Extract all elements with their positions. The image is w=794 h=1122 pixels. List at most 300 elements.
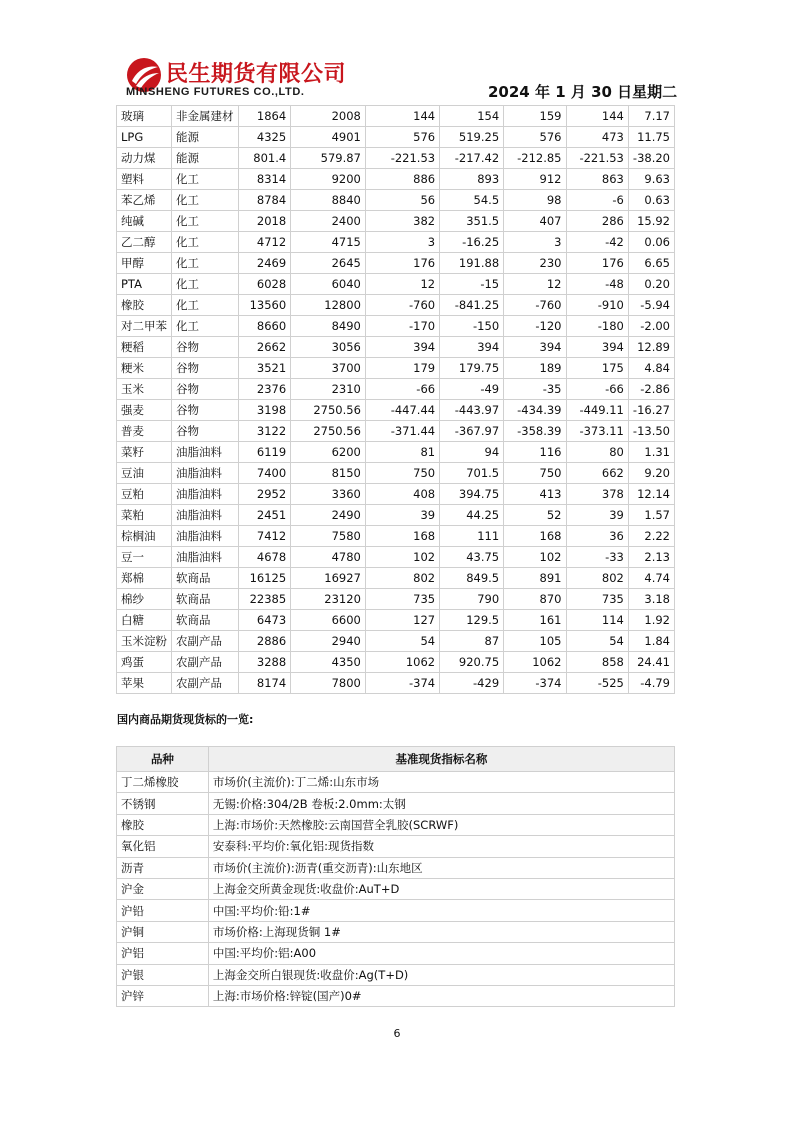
value-cell: 87 bbox=[440, 631, 504, 652]
value-cell: 102 bbox=[365, 547, 439, 568]
value-cell: 189 bbox=[504, 358, 566, 379]
table-row bbox=[117, 673, 675, 694]
value-cell: 0.20 bbox=[628, 274, 674, 295]
category-cell: 化工 bbox=[172, 190, 239, 211]
table-row bbox=[117, 589, 675, 610]
value-cell: 8660 bbox=[238, 316, 291, 337]
value-cell: 2750.56 bbox=[291, 421, 366, 442]
value-cell: 701.5 bbox=[440, 463, 504, 484]
index-name-cell: 中国:平均价:铝:A00 bbox=[208, 943, 674, 964]
category-cell: 化工 bbox=[172, 253, 239, 274]
value-cell: 2469 bbox=[238, 253, 291, 274]
variety-cell: 沪铜 bbox=[117, 921, 209, 942]
value-cell: 56 bbox=[365, 190, 439, 211]
commodity-cell: 豆一 bbox=[117, 547, 172, 568]
commodity-cell: 纯碱 bbox=[117, 211, 172, 232]
value-cell: 790 bbox=[440, 589, 504, 610]
value-cell: 3521 bbox=[238, 358, 291, 379]
table-row bbox=[117, 211, 675, 232]
table-row bbox=[117, 568, 675, 589]
value-cell: 893 bbox=[440, 169, 504, 190]
value-cell: 2952 bbox=[238, 484, 291, 505]
commodity-cell: 菜籽 bbox=[117, 442, 172, 463]
value-cell: 3056 bbox=[291, 337, 366, 358]
value-cell: -35 bbox=[504, 379, 566, 400]
category-cell: 油脂油料 bbox=[172, 505, 239, 526]
value-cell: 4712 bbox=[238, 232, 291, 253]
value-cell: 394 bbox=[504, 337, 566, 358]
header-index-name: 基准现货指标名称 bbox=[208, 747, 674, 772]
value-cell: 3288 bbox=[238, 652, 291, 673]
value-cell: 102 bbox=[504, 547, 566, 568]
index-name-cell: 上海金交所白银现货:收盘价:Ag(T+D) bbox=[208, 964, 674, 985]
company-logo bbox=[126, 57, 366, 99]
category-cell: 油脂油料 bbox=[172, 484, 239, 505]
value-cell: -221.53 bbox=[566, 148, 628, 169]
value-cell: 11.75 bbox=[628, 127, 674, 148]
value-cell: 6119 bbox=[238, 442, 291, 463]
value-cell: 9.20 bbox=[628, 463, 674, 484]
value-cell: 116 bbox=[504, 442, 566, 463]
value-cell: 750 bbox=[365, 463, 439, 484]
value-cell: 7800 bbox=[291, 673, 366, 694]
category-cell: 化工 bbox=[172, 169, 239, 190]
value-cell: 12 bbox=[365, 274, 439, 295]
table-row bbox=[117, 814, 675, 835]
value-cell: -429 bbox=[440, 673, 504, 694]
index-name-cell: 市场价(主流价):丁二烯:山东市场 bbox=[208, 772, 674, 793]
value-cell: 127 bbox=[365, 610, 439, 631]
table-row bbox=[117, 526, 675, 547]
category-cell: 谷物 bbox=[172, 379, 239, 400]
value-cell: -358.39 bbox=[504, 421, 566, 442]
value-cell: -371.44 bbox=[365, 421, 439, 442]
value-cell: -367.97 bbox=[440, 421, 504, 442]
value-cell: -374 bbox=[365, 673, 439, 694]
value-cell: 1.84 bbox=[628, 631, 674, 652]
table-row bbox=[117, 610, 675, 631]
table-row bbox=[117, 878, 675, 899]
value-cell: 54.5 bbox=[440, 190, 504, 211]
table-header-row bbox=[117, 747, 675, 772]
value-cell: -525 bbox=[566, 673, 628, 694]
table-row bbox=[117, 127, 675, 148]
commodity-cell: 乙二醇 bbox=[117, 232, 172, 253]
table-row bbox=[117, 943, 675, 964]
value-cell: 168 bbox=[504, 526, 566, 547]
value-cell: -2.00 bbox=[628, 316, 674, 337]
value-cell: 144 bbox=[365, 106, 439, 127]
value-cell: -120 bbox=[504, 316, 566, 337]
value-cell: 114 bbox=[566, 610, 628, 631]
table-row bbox=[117, 274, 675, 295]
value-cell: 891 bbox=[504, 568, 566, 589]
value-cell: 802 bbox=[566, 568, 628, 589]
value-cell: 407 bbox=[504, 211, 566, 232]
value-cell: 4901 bbox=[291, 127, 366, 148]
value-cell: 179.75 bbox=[440, 358, 504, 379]
value-cell: 735 bbox=[365, 589, 439, 610]
value-cell: 378 bbox=[566, 484, 628, 505]
value-cell: 4780 bbox=[291, 547, 366, 568]
commodity-cell: 棉纱 bbox=[117, 589, 172, 610]
value-cell: 159 bbox=[504, 106, 566, 127]
table-row bbox=[117, 772, 675, 793]
value-cell: 175 bbox=[566, 358, 628, 379]
value-cell: 2310 bbox=[291, 379, 366, 400]
value-cell: 176 bbox=[566, 253, 628, 274]
value-cell: 12.14 bbox=[628, 484, 674, 505]
table-row bbox=[117, 295, 675, 316]
value-cell: -16.27 bbox=[628, 400, 674, 421]
value-cell: 22385 bbox=[238, 589, 291, 610]
category-cell: 农副产品 bbox=[172, 631, 239, 652]
value-cell: 3198 bbox=[238, 400, 291, 421]
value-cell: -221.53 bbox=[365, 148, 439, 169]
table-row bbox=[117, 358, 675, 379]
value-cell: 863 bbox=[566, 169, 628, 190]
value-cell: 3 bbox=[365, 232, 439, 253]
commodity-cell: 强麦 bbox=[117, 400, 172, 421]
value-cell: 519.25 bbox=[440, 127, 504, 148]
value-cell: 3 bbox=[504, 232, 566, 253]
value-cell: 0.63 bbox=[628, 190, 674, 211]
commodity-cell: 苯乙烯 bbox=[117, 190, 172, 211]
value-cell: 473 bbox=[566, 127, 628, 148]
table-row bbox=[117, 484, 675, 505]
table-row bbox=[117, 400, 675, 421]
category-cell: 谷物 bbox=[172, 358, 239, 379]
value-cell: 413 bbox=[504, 484, 566, 505]
value-cell: 3700 bbox=[291, 358, 366, 379]
value-cell: 4715 bbox=[291, 232, 366, 253]
value-cell: 6.65 bbox=[628, 253, 674, 274]
index-name-cell: 上海:市场价格:锌锭(国产)0# bbox=[208, 985, 674, 1006]
category-cell: 化工 bbox=[172, 211, 239, 232]
value-cell: 886 bbox=[365, 169, 439, 190]
value-cell: 2490 bbox=[291, 505, 366, 526]
commodity-cell: 郑棉 bbox=[117, 568, 172, 589]
commodity-cell: 动力煤 bbox=[117, 148, 172, 169]
table-row bbox=[117, 900, 675, 921]
table-row bbox=[117, 505, 675, 526]
category-cell: 化工 bbox=[172, 274, 239, 295]
value-cell: 8784 bbox=[238, 190, 291, 211]
value-cell: 2662 bbox=[238, 337, 291, 358]
value-cell: -49 bbox=[440, 379, 504, 400]
value-cell: 8840 bbox=[291, 190, 366, 211]
value-cell: -5.94 bbox=[628, 295, 674, 316]
table-row bbox=[117, 985, 675, 1006]
value-cell: -66 bbox=[365, 379, 439, 400]
value-cell: 1.92 bbox=[628, 610, 674, 631]
value-cell: 6040 bbox=[291, 274, 366, 295]
value-cell: 54 bbox=[566, 631, 628, 652]
value-cell: 105 bbox=[504, 631, 566, 652]
futures-price-table bbox=[116, 105, 675, 694]
report-date: 2024 年 1 月 30 日星期二 bbox=[488, 83, 678, 101]
value-cell: -48 bbox=[566, 274, 628, 295]
value-cell: 3122 bbox=[238, 421, 291, 442]
table-row bbox=[117, 652, 675, 673]
value-cell: 15.92 bbox=[628, 211, 674, 232]
table-row bbox=[117, 148, 675, 169]
value-cell: -16.25 bbox=[440, 232, 504, 253]
value-cell: 735 bbox=[566, 589, 628, 610]
value-cell: 6600 bbox=[291, 610, 366, 631]
value-cell: 4678 bbox=[238, 547, 291, 568]
commodity-cell: 鸡蛋 bbox=[117, 652, 172, 673]
table-row bbox=[117, 337, 675, 358]
value-cell: 4325 bbox=[238, 127, 291, 148]
value-cell: 16927 bbox=[291, 568, 366, 589]
commodity-cell: 普麦 bbox=[117, 421, 172, 442]
table-row bbox=[117, 253, 675, 274]
value-cell: 858 bbox=[566, 652, 628, 673]
value-cell: 6028 bbox=[238, 274, 291, 295]
table-row bbox=[117, 793, 675, 814]
category-cell: 非金属建材 bbox=[172, 106, 239, 127]
value-cell: 44.25 bbox=[440, 505, 504, 526]
value-cell: 7412 bbox=[238, 526, 291, 547]
value-cell: -443.97 bbox=[440, 400, 504, 421]
value-cell: 1062 bbox=[365, 652, 439, 673]
value-cell: 144 bbox=[566, 106, 628, 127]
commodity-cell: 棕榈油 bbox=[117, 526, 172, 547]
commodity-cell: 苹果 bbox=[117, 673, 172, 694]
value-cell: 801.4 bbox=[238, 148, 291, 169]
category-cell: 化工 bbox=[172, 232, 239, 253]
commodity-cell: 玉米淀粉 bbox=[117, 631, 172, 652]
company-name-en: MINSHENG FUTURES CO.,LTD. bbox=[126, 86, 305, 98]
spot-index-table bbox=[116, 746, 675, 1007]
value-cell: 2886 bbox=[238, 631, 291, 652]
table-row bbox=[117, 232, 675, 253]
value-cell: 179 bbox=[365, 358, 439, 379]
value-cell: 802 bbox=[365, 568, 439, 589]
value-cell: 13560 bbox=[238, 295, 291, 316]
value-cell: 3.18 bbox=[628, 589, 674, 610]
commodity-cell: 粳米 bbox=[117, 358, 172, 379]
value-cell: 1.57 bbox=[628, 505, 674, 526]
value-cell: 8314 bbox=[238, 169, 291, 190]
category-cell: 化工 bbox=[172, 316, 239, 337]
index-name-cell: 上海:市场价:天然橡胶:云南国营全乳胶(SCRWF) bbox=[208, 814, 674, 835]
value-cell: -910 bbox=[566, 295, 628, 316]
value-cell: -170 bbox=[365, 316, 439, 337]
variety-cell: 沪锌 bbox=[117, 985, 209, 1006]
table-row bbox=[117, 463, 675, 484]
table-row bbox=[117, 964, 675, 985]
category-cell: 油脂油料 bbox=[172, 526, 239, 547]
table-row bbox=[117, 190, 675, 211]
value-cell: -4.79 bbox=[628, 673, 674, 694]
value-cell: -373.11 bbox=[566, 421, 628, 442]
table-row bbox=[117, 921, 675, 942]
value-cell: 912 bbox=[504, 169, 566, 190]
table-row bbox=[117, 106, 675, 127]
value-cell: 750 bbox=[504, 463, 566, 484]
value-cell: -66 bbox=[566, 379, 628, 400]
value-cell: 394 bbox=[440, 337, 504, 358]
value-cell: 2400 bbox=[291, 211, 366, 232]
variety-cell: 沪银 bbox=[117, 964, 209, 985]
category-cell: 油脂油料 bbox=[172, 442, 239, 463]
table-row bbox=[117, 169, 675, 190]
value-cell: 168 bbox=[365, 526, 439, 547]
value-cell: 4.74 bbox=[628, 568, 674, 589]
category-cell: 软商品 bbox=[172, 589, 239, 610]
index-name-cell: 中国:平均价:铅:1# bbox=[208, 900, 674, 921]
commodity-cell: 玉米 bbox=[117, 379, 172, 400]
commodity-cell: PTA bbox=[117, 274, 172, 295]
commodity-cell: LPG bbox=[117, 127, 172, 148]
category-cell: 谷物 bbox=[172, 337, 239, 358]
value-cell: 12800 bbox=[291, 295, 366, 316]
value-cell: 576 bbox=[504, 127, 566, 148]
value-cell: 6473 bbox=[238, 610, 291, 631]
value-cell: 98 bbox=[504, 190, 566, 211]
category-cell: 谷物 bbox=[172, 421, 239, 442]
commodity-cell: 对二甲苯 bbox=[117, 316, 172, 337]
category-cell: 农副产品 bbox=[172, 652, 239, 673]
value-cell: 8174 bbox=[238, 673, 291, 694]
value-cell: -212.85 bbox=[504, 148, 566, 169]
value-cell: 2750.56 bbox=[291, 400, 366, 421]
value-cell: 576 bbox=[365, 127, 439, 148]
value-cell: 9.63 bbox=[628, 169, 674, 190]
value-cell: 81 bbox=[365, 442, 439, 463]
value-cell: 80 bbox=[566, 442, 628, 463]
value-cell: 39 bbox=[365, 505, 439, 526]
index-name-cell: 市场价(主流价):沥青(重交沥青):山东地区 bbox=[208, 857, 674, 878]
value-cell: 9200 bbox=[291, 169, 366, 190]
value-cell: 39 bbox=[566, 505, 628, 526]
variety-cell: 橡胶 bbox=[117, 814, 209, 835]
category-cell: 谷物 bbox=[172, 400, 239, 421]
value-cell: 662 bbox=[566, 463, 628, 484]
value-cell: -33 bbox=[566, 547, 628, 568]
table-row bbox=[117, 421, 675, 442]
variety-cell: 沪铅 bbox=[117, 900, 209, 921]
value-cell: 0.06 bbox=[628, 232, 674, 253]
table-row bbox=[117, 631, 675, 652]
value-cell: -760 bbox=[504, 295, 566, 316]
value-cell: 286 bbox=[566, 211, 628, 232]
value-cell: 2.22 bbox=[628, 526, 674, 547]
value-cell: 3360 bbox=[291, 484, 366, 505]
value-cell: 849.5 bbox=[440, 568, 504, 589]
value-cell: -38.20 bbox=[628, 148, 674, 169]
value-cell: 8150 bbox=[291, 463, 366, 484]
commodity-cell: 豆粕 bbox=[117, 484, 172, 505]
value-cell: -13.50 bbox=[628, 421, 674, 442]
value-cell: -217.42 bbox=[440, 148, 504, 169]
header-variety: 品种 bbox=[117, 747, 209, 772]
category-cell: 化工 bbox=[172, 295, 239, 316]
index-name-cell: 无锡:价格:304/2B 卷板:2.0mm:太钢 bbox=[208, 793, 674, 814]
value-cell: 1062 bbox=[504, 652, 566, 673]
value-cell: 2376 bbox=[238, 379, 291, 400]
value-cell: 394 bbox=[365, 337, 439, 358]
commodity-cell: 菜粕 bbox=[117, 505, 172, 526]
value-cell: 2645 bbox=[291, 253, 366, 274]
value-cell: 191.88 bbox=[440, 253, 504, 274]
value-cell: 1864 bbox=[238, 106, 291, 127]
value-cell: 579.87 bbox=[291, 148, 366, 169]
commodity-cell: 塑料 bbox=[117, 169, 172, 190]
commodity-cell: 粳稻 bbox=[117, 337, 172, 358]
category-cell: 软商品 bbox=[172, 568, 239, 589]
value-cell: -150 bbox=[440, 316, 504, 337]
table-row bbox=[117, 857, 675, 878]
category-cell: 农副产品 bbox=[172, 673, 239, 694]
value-cell: 12 bbox=[504, 274, 566, 295]
value-cell: 7580 bbox=[291, 526, 366, 547]
value-cell: 408 bbox=[365, 484, 439, 505]
value-cell: 8490 bbox=[291, 316, 366, 337]
index-name-cell: 上海金交所黄金现货:收盘价:AuT+D bbox=[208, 878, 674, 899]
value-cell: 2.13 bbox=[628, 547, 674, 568]
value-cell: 4.84 bbox=[628, 358, 674, 379]
value-cell: 6200 bbox=[291, 442, 366, 463]
value-cell: -374 bbox=[504, 673, 566, 694]
value-cell: 129.5 bbox=[440, 610, 504, 631]
category-cell: 能源 bbox=[172, 127, 239, 148]
value-cell: -760 bbox=[365, 295, 439, 316]
commodity-cell: 玻璃 bbox=[117, 106, 172, 127]
value-cell: 24.41 bbox=[628, 652, 674, 673]
variety-cell: 氧化铝 bbox=[117, 836, 209, 857]
table-row bbox=[117, 379, 675, 400]
variety-cell: 沪金 bbox=[117, 878, 209, 899]
category-cell: 能源 bbox=[172, 148, 239, 169]
value-cell: 7.17 bbox=[628, 106, 674, 127]
value-cell: 2008 bbox=[291, 106, 366, 127]
commodity-cell: 豆油 bbox=[117, 463, 172, 484]
value-cell: 111 bbox=[440, 526, 504, 547]
value-cell: 394 bbox=[566, 337, 628, 358]
page-number: 6 bbox=[393, 1027, 401, 1040]
commodity-cell: 白糖 bbox=[117, 610, 172, 631]
value-cell: 2940 bbox=[291, 631, 366, 652]
index-name-cell: 市场价格:上海现货铜 1# bbox=[208, 921, 674, 942]
value-cell: -6 bbox=[566, 190, 628, 211]
value-cell: -449.11 bbox=[566, 400, 628, 421]
value-cell: 176 bbox=[365, 253, 439, 274]
category-cell: 油脂油料 bbox=[172, 547, 239, 568]
category-cell: 油脂油料 bbox=[172, 463, 239, 484]
value-cell: 36 bbox=[566, 526, 628, 547]
value-cell: 2018 bbox=[238, 211, 291, 232]
value-cell: 16125 bbox=[238, 568, 291, 589]
value-cell: 870 bbox=[504, 589, 566, 610]
value-cell: -42 bbox=[566, 232, 628, 253]
value-cell: -841.25 bbox=[440, 295, 504, 316]
value-cell: 7400 bbox=[238, 463, 291, 484]
value-cell: 161 bbox=[504, 610, 566, 631]
value-cell: 920.75 bbox=[440, 652, 504, 673]
value-cell: 4350 bbox=[291, 652, 366, 673]
value-cell: 394.75 bbox=[440, 484, 504, 505]
value-cell: -180 bbox=[566, 316, 628, 337]
variety-cell: 丁二烯橡胶 bbox=[117, 772, 209, 793]
variety-cell: 沪铝 bbox=[117, 943, 209, 964]
table-row bbox=[117, 836, 675, 857]
commodity-cell: 橡胶 bbox=[117, 295, 172, 316]
value-cell: 154 bbox=[440, 106, 504, 127]
commodity-cell: 甲醇 bbox=[117, 253, 172, 274]
